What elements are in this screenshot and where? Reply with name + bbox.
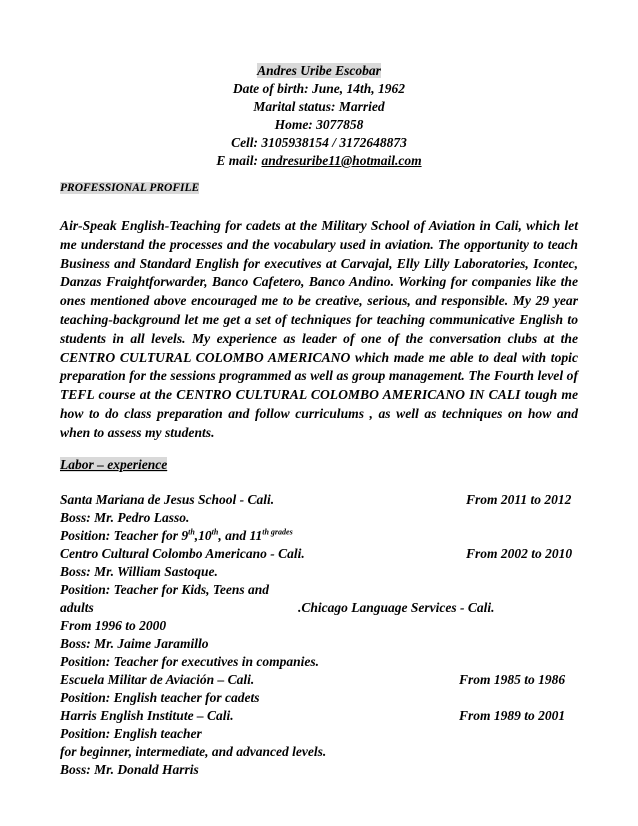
cell-phone: Cell: 3105938154 / 3172648873 bbox=[231, 135, 407, 150]
job-position: Position: English teacher bbox=[60, 726, 202, 741]
job-place: Escuela Militar de Aviación – Cali. bbox=[60, 672, 255, 687]
applicant-name: Andres Uribe Escobar bbox=[257, 63, 381, 78]
section-heading-labor bbox=[60, 456, 167, 474]
job-position bbox=[60, 527, 293, 545]
job-position: adults bbox=[60, 600, 94, 615]
profile-paragraph: Air-Speak English-Teaching for cadets at the Military School of Aviation in Cali, which let me understand the processes and the vocabulary used in aviation. The opportunity to teach Business and Standard English for executives at Carvajal, Elly Lilly Laboratories, Icontec, Danzas Fraightforwarder, Banco Cafetero, Banco Andino. Working for companies like the ones mentioned above encouraged me to be creative, serious, and responsible. My 29 year teaching-background let me get a set of techniques for teaching communicative English to students in all levels. My experience as leader of one of the conversation clubs at the CENTRO CULTURAL COLOMBO AMERICANO which made me able to deal with topic preparation for the sessions programmed as well as group management. The Fourth level of TEFL course at the CENTRO CULTURAL COLOMBO AMERICANO IN CALI tough me how to do class preparation and follow curriculums , as well as techniques on how and when to assess my students. bbox=[60, 218, 578, 440]
name-line bbox=[0, 62, 638, 80]
job-boss: Boss: Mr. Pedro Lasso. bbox=[60, 510, 190, 525]
job-position: Position: English teacher for cadets bbox=[60, 690, 260, 705]
superscript: th grades bbox=[262, 527, 293, 537]
section-heading-profile bbox=[60, 182, 199, 194]
job-dates: From 1989 to 2001 bbox=[459, 708, 566, 723]
home-phone: Home: 3077858 bbox=[274, 117, 364, 132]
job-position: Position: Teacher for executives in companies. bbox=[60, 654, 319, 669]
job-position: Position: Teacher for Kids, Teens and bbox=[60, 582, 270, 597]
profile-heading-text: PROFESSIONAL PROFILE bbox=[60, 182, 200, 194]
email-line bbox=[0, 152, 638, 170]
email-link[interactable]: andresuribe11@hotmail.com bbox=[261, 153, 422, 168]
job-place: Santa Mariana de Jesus School - Cali. bbox=[60, 492, 275, 507]
superscript: th bbox=[188, 527, 195, 537]
job-position: for beginner, intermediate, and advanced levels. bbox=[60, 744, 327, 759]
job-dates: From 2011 to 2012 bbox=[466, 492, 572, 507]
position-text: ,10 bbox=[194, 528, 212, 543]
job-place: .Chicago Language Services - Cali. bbox=[298, 600, 495, 615]
job-dates: From 1996 to 2000 bbox=[60, 618, 167, 633]
job-boss: Boss: Mr. William Sastoque. bbox=[60, 564, 218, 579]
job-dates: From 2002 to 2010 bbox=[466, 546, 573, 561]
position-text: Position: Teacher for 9 bbox=[60, 528, 189, 543]
job-dates: From 1985 to 1986 bbox=[459, 672, 566, 687]
marital-status: Marital status: Married bbox=[253, 99, 385, 114]
job-boss: Boss: Mr. Donald Harris bbox=[60, 762, 199, 777]
job-place: Harris English Institute – Cali. bbox=[60, 708, 234, 723]
email-label: E mail: bbox=[216, 153, 262, 168]
labor-heading-text: Labor – experience bbox=[60, 457, 168, 472]
position-text: , and 11 bbox=[218, 528, 263, 543]
superscript: th bbox=[211, 527, 219, 537]
job-boss: Boss: Mr. Jaime Jaramillo bbox=[60, 636, 209, 651]
date-of-birth: Date of birth: June, 14th, 1962 bbox=[232, 81, 406, 96]
job-place: Centro Cultural Colombo Americano - Cali. bbox=[60, 546, 305, 561]
